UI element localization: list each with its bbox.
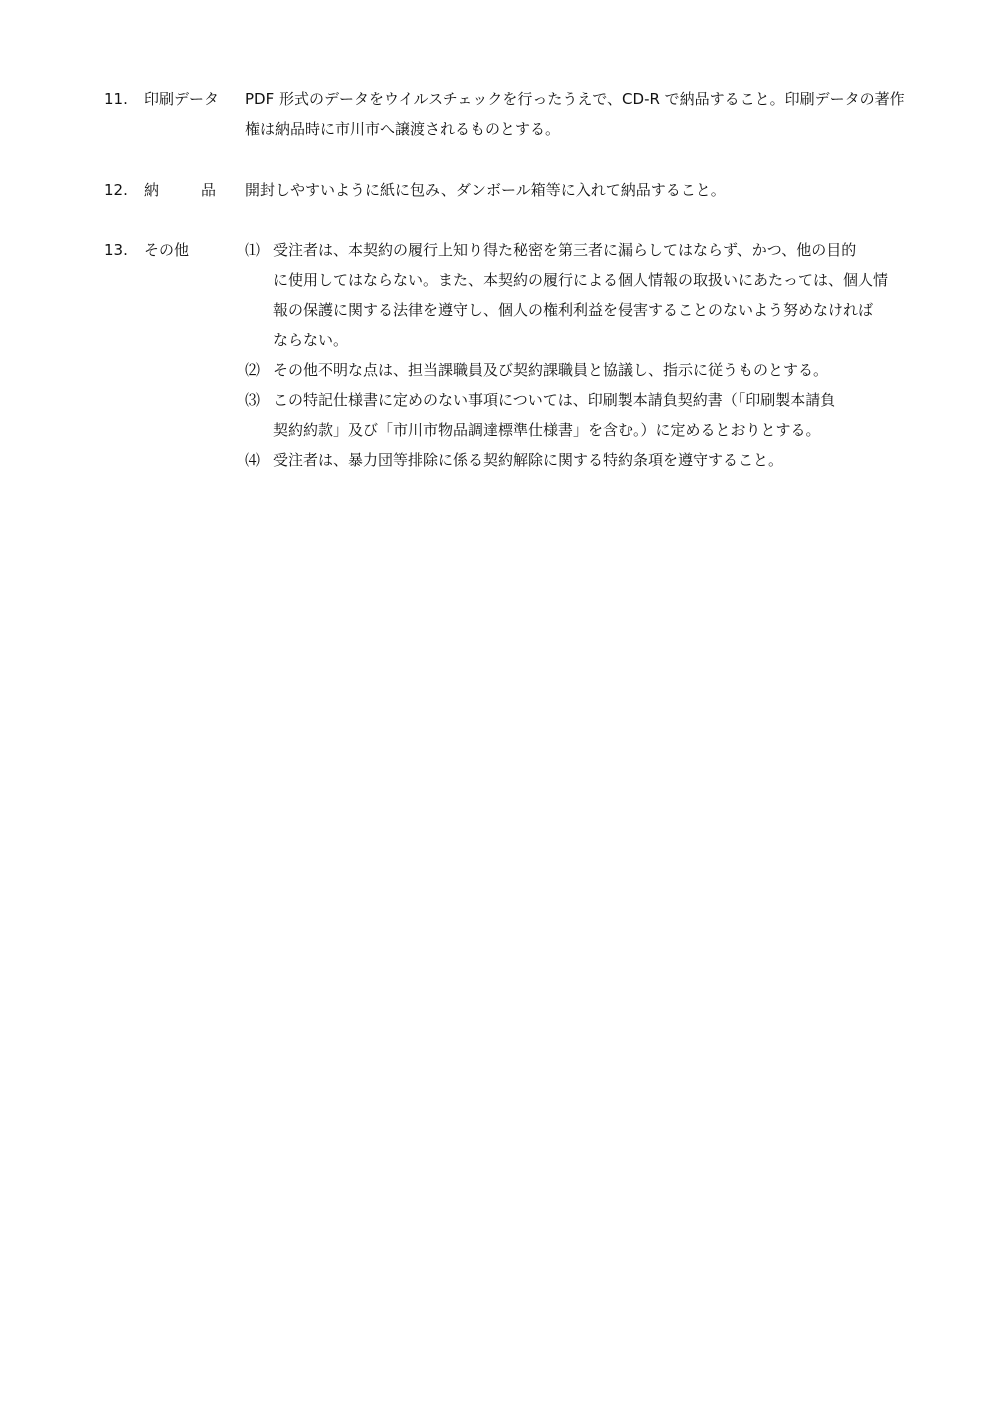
item-marker: ⑷ [245, 451, 261, 469]
section-number: 11. [104, 90, 128, 108]
item-marker: ⑴ [245, 241, 261, 259]
list-item [245, 385, 895, 445]
section-title: 印刷データ [144, 90, 220, 108]
item-line: 契約約款」及び「市川市物品調達標準仕様書」を含む。）に定めるとおりとする。 [273, 421, 821, 439]
section-body [245, 175, 895, 205]
body-line: 開封しやすいように紙に包み、ダンボール箱等に入れて納品すること。 [245, 181, 726, 199]
section-body [245, 84, 905, 144]
body-line: 権は納品時に市川市へ譲渡されるものとする。 [245, 120, 561, 138]
item-line: 受注者は、本契約の履行上知り得た秘密を第三者に漏らしてはならず、かつ、他の目的 [273, 241, 857, 259]
item-line: その他不明な点は、担当課職員及び契約課職員と協議し、指示に従うものとする。 [273, 361, 829, 379]
item-line: に使用してはならない。また、本契約の履行による個人情報の取扱いにあたっては、個人情 [273, 271, 889, 289]
item-line: 受注者は、暴力団等排除に係る契約解除に関する特約条項を遵守すること。 [273, 451, 784, 469]
section-number: 12. [104, 181, 128, 199]
section-body [245, 235, 895, 475]
section-title [144, 175, 216, 205]
section-title: その他 [144, 241, 190, 259]
item-marker: ⑵ [245, 361, 261, 379]
item-marker: ⑶ [245, 391, 261, 409]
list-item [245, 445, 895, 475]
item-line: この特記仕様書に定めのない事項については、印刷製本請負契約書（「印刷製本請負 [273, 391, 836, 409]
body-line: PDF 形式のデータをウイルスチェックを行ったうえで、CD-R で納品すること。印刷データの著作 [245, 90, 905, 108]
list-item [245, 235, 895, 355]
section-number: 13. [104, 241, 128, 259]
item-line: ならない。 [273, 331, 349, 349]
list-item [245, 355, 895, 385]
section-title-char: 品 [200, 181, 216, 199]
item-line: 報の保護に関する法律を遵守し、個人の権利利益を侵害することのないよう努めなければ [273, 301, 874, 319]
section-title-char: 納 [144, 181, 160, 199]
